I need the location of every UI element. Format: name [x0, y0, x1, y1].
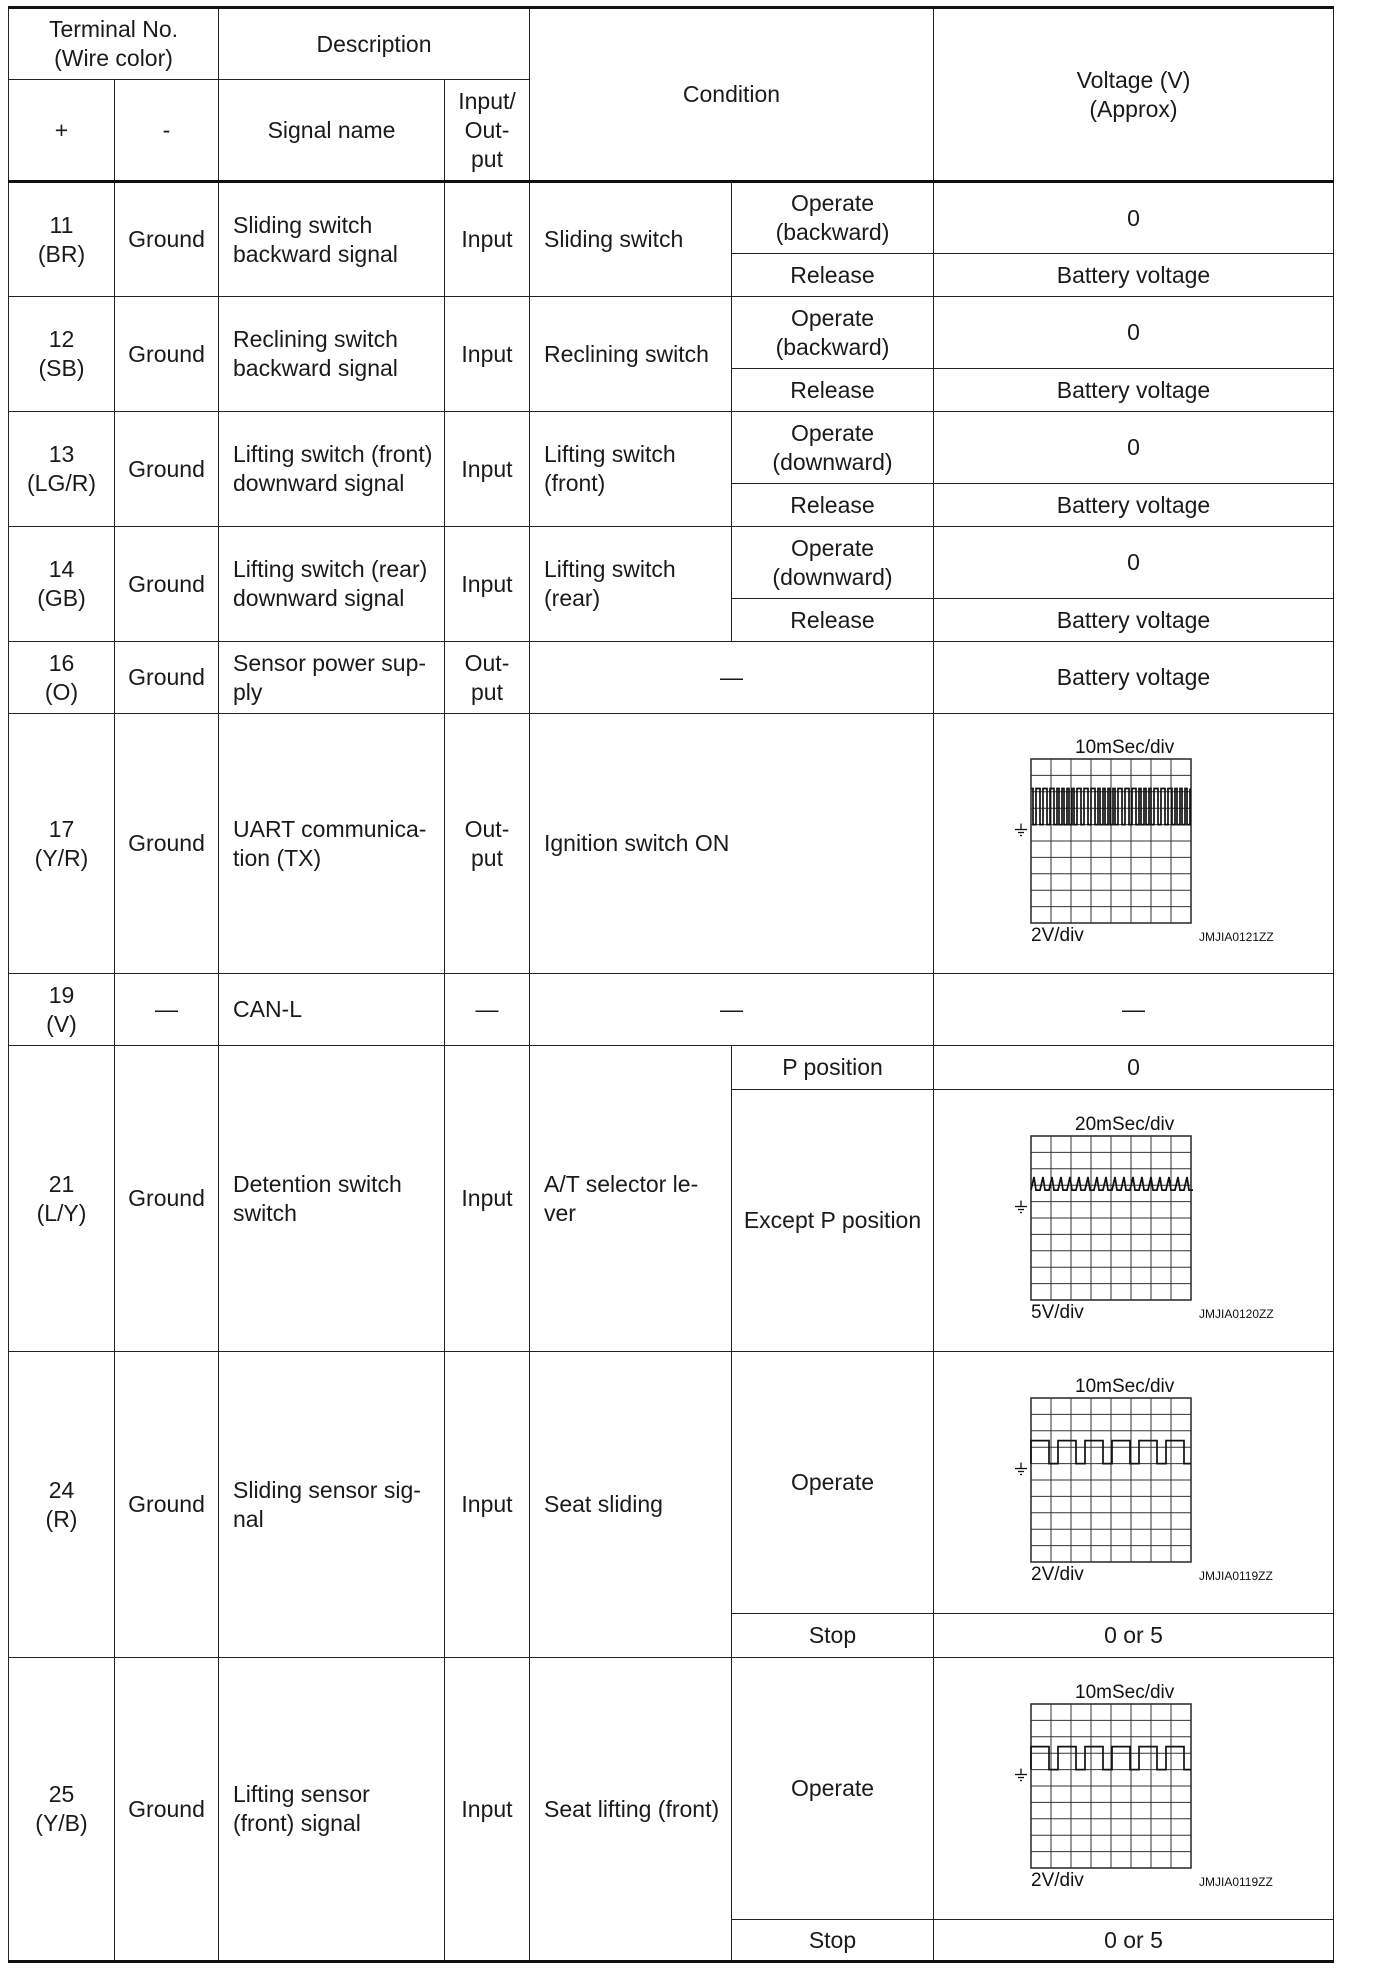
header-voltage: Voltage (V) (Approx) — [934, 8, 1334, 182]
io-cell: Input — [445, 1352, 530, 1658]
header-terminal-no: Terminal No. (Wire color) — [9, 8, 219, 80]
ground-cell: Ground — [115, 1046, 219, 1352]
terminal-cell: 25 (Y/B) — [9, 1658, 115, 1962]
scope-trace — [1031, 1177, 1193, 1190]
terminal-cell: 16 (O) — [9, 642, 115, 714]
scope-image-code: JMJIA0119ZZ — [1198, 1568, 1273, 1583]
voltage-cell: Battery voltage — [934, 484, 1334, 527]
voltage-cell — [934, 714, 1334, 974]
ground-cell: Ground — [115, 527, 219, 642]
voltage-cell: 0 — [934, 1046, 1334, 1090]
voltage-cell: Battery voltage — [934, 599, 1334, 642]
scope-volt-div-label: 2V/div — [1030, 924, 1084, 946]
scope-image-code: JMJIA0121ZZ — [1198, 929, 1274, 944]
io-cell: Input — [445, 1046, 530, 1352]
table-row — [9, 297, 1334, 369]
state-cell: Operate (downward) — [732, 412, 934, 484]
oscilloscope-waveform — [991, 1680, 1277, 1898]
terminal-cell: 14 (GB) — [9, 527, 115, 642]
condition-cell: Reclining switch — [530, 297, 732, 412]
signal-cell: Reclining switch backward signal — [219, 297, 445, 412]
ground-icon — [1015, 1768, 1027, 1780]
condition-cell: Seat sliding — [530, 1352, 732, 1658]
voltage-cell — [934, 1352, 1334, 1614]
scope-time-div-label: 20mSec/div — [1074, 1113, 1174, 1135]
state-cell: Release — [732, 484, 934, 527]
oscilloscope-waveform — [991, 1112, 1277, 1330]
header-minus: - — [115, 80, 219, 182]
state-cell: Operate (downward) — [732, 527, 934, 599]
header-condition: Condition — [530, 8, 934, 182]
state-cell: Release — [732, 369, 934, 412]
table-row — [9, 527, 1334, 599]
ground-cell: Ground — [115, 297, 219, 412]
voltage-cell: 0 or 5 — [934, 1614, 1334, 1658]
signal-cell: Sliding switch backward signal — [219, 182, 445, 297]
ground-cell: Ground — [115, 1658, 219, 1962]
condition-cell: A/T selector le- ver — [530, 1046, 732, 1352]
io-cell: Input — [445, 527, 530, 642]
voltage-cell: 0 — [934, 412, 1334, 484]
scope-graticule — [1031, 1136, 1191, 1300]
scope-graticule — [1031, 759, 1191, 923]
signal-cell: Sensor power sup- ply — [219, 642, 445, 714]
scope-volt-div-label: 5V/div — [1030, 1301, 1084, 1323]
ground-cell: Ground — [115, 182, 219, 297]
io-cell: Input — [445, 412, 530, 527]
io-cell: Input — [445, 1658, 530, 1962]
scope-image-code: JMJIA0119ZZ — [1198, 1874, 1273, 1889]
header-input-output: Input/ Out- put — [445, 80, 530, 182]
table-row — [9, 1046, 1334, 1090]
voltage-cell: 0 — [934, 527, 1334, 599]
terminal-table — [8, 6, 1334, 1963]
condition-cell: Sliding switch — [530, 182, 732, 297]
signal-cell: Lifting sensor (front) signal — [219, 1658, 445, 1962]
ground-cell: Ground — [115, 412, 219, 527]
voltage-cell: Battery voltage — [934, 254, 1334, 297]
table-row — [9, 182, 1334, 254]
scope-trace — [1031, 788, 1190, 824]
terminal-cell: 21 (L/Y) — [9, 1046, 115, 1352]
voltage-cell: Battery voltage — [934, 369, 1334, 412]
scope-volt-div-label: 2V/div — [1030, 1563, 1084, 1585]
voltage-cell — [934, 1658, 1334, 1920]
ground-cell: Ground — [115, 642, 219, 714]
state-cell: Operate (backward) — [732, 297, 934, 369]
oscilloscope-waveform — [991, 1374, 1277, 1592]
ground-cell: Ground — [115, 714, 219, 974]
voltage-cell: 0 — [934, 182, 1334, 254]
voltage-cell — [934, 1090, 1334, 1352]
ground-icon — [1015, 1200, 1027, 1212]
condition-cell: Lifting switch (rear) — [530, 527, 732, 642]
ground-cell: — — [115, 974, 219, 1046]
scope-time-div-label: 10mSec/div — [1074, 1375, 1174, 1397]
voltage-cell: 0 — [934, 297, 1334, 369]
terminal-cell: 24 (R) — [9, 1352, 115, 1658]
state-cell: Operate — [732, 1658, 934, 1920]
terminal-cell: 13 (LG/R) — [9, 412, 115, 527]
state-cell: Except P position — [732, 1090, 934, 1352]
state-cell: Operate — [732, 1352, 934, 1614]
scope-image-code: JMJIA0120ZZ — [1198, 1306, 1274, 1321]
voltage-cell: Battery voltage — [934, 642, 1334, 714]
scope-time-div-label: 10mSec/div — [1074, 1681, 1174, 1703]
state-cell: Release — [732, 254, 934, 297]
ground-icon — [1015, 1462, 1027, 1474]
table-row — [9, 1352, 1334, 1614]
condition-cell: Lifting switch (front) — [530, 412, 732, 527]
condition-cell: Ignition switch ON — [530, 714, 934, 974]
signal-cell: CAN-L — [219, 974, 445, 1046]
signal-cell: Detention switch switch — [219, 1046, 445, 1352]
condition-cell: Seat lifting (front) — [530, 1658, 732, 1962]
scope-graticule — [1031, 1704, 1191, 1868]
header-description: Description — [219, 8, 530, 80]
header-plus: + — [9, 80, 115, 182]
ground-icon — [1015, 823, 1027, 835]
io-cell: Input — [445, 297, 530, 412]
io-cell: — — [445, 974, 530, 1046]
ground-cell: Ground — [115, 1352, 219, 1658]
header-signal-name: Signal name — [219, 80, 445, 182]
scope-volt-div-label: 2V/div — [1030, 1869, 1084, 1891]
state-cell: Stop — [732, 1920, 934, 1962]
table-row — [9, 714, 1334, 974]
terminal-cell: 19 (V) — [9, 974, 115, 1046]
table-row — [9, 1658, 1334, 1920]
state-cell: Release — [732, 599, 934, 642]
state-cell: Operate (backward) — [732, 182, 934, 254]
table-row — [9, 412, 1334, 484]
condition-cell: — — [530, 974, 934, 1046]
oscilloscope-waveform — [991, 735, 1277, 953]
table-row — [9, 974, 1334, 1046]
condition-cell: — — [530, 642, 934, 714]
signal-cell: Lifting switch (front) downward signal — [219, 412, 445, 527]
state-cell: Stop — [732, 1614, 934, 1658]
io-cell: Out- put — [445, 714, 530, 974]
voltage-cell: — — [934, 974, 1334, 1046]
table-row — [9, 642, 1334, 714]
state-cell: P position — [732, 1046, 934, 1090]
signal-cell: UART communica- tion (TX) — [219, 714, 445, 974]
signal-cell: Lifting switch (rear) downward signal — [219, 527, 445, 642]
terminal-cell: 17 (Y/R) — [9, 714, 115, 974]
io-cell: Input — [445, 182, 530, 297]
scope-time-div-label: 10mSec/div — [1074, 736, 1174, 758]
voltage-cell: 0 or 5 — [934, 1920, 1334, 1962]
terminal-cell: 12 (SB) — [9, 297, 115, 412]
terminal-cell: 11 (BR) — [9, 182, 115, 297]
io-cell: Out- put — [445, 642, 530, 714]
signal-cell: Sliding sensor sig- nal — [219, 1352, 445, 1658]
scope-graticule — [1031, 1398, 1191, 1562]
